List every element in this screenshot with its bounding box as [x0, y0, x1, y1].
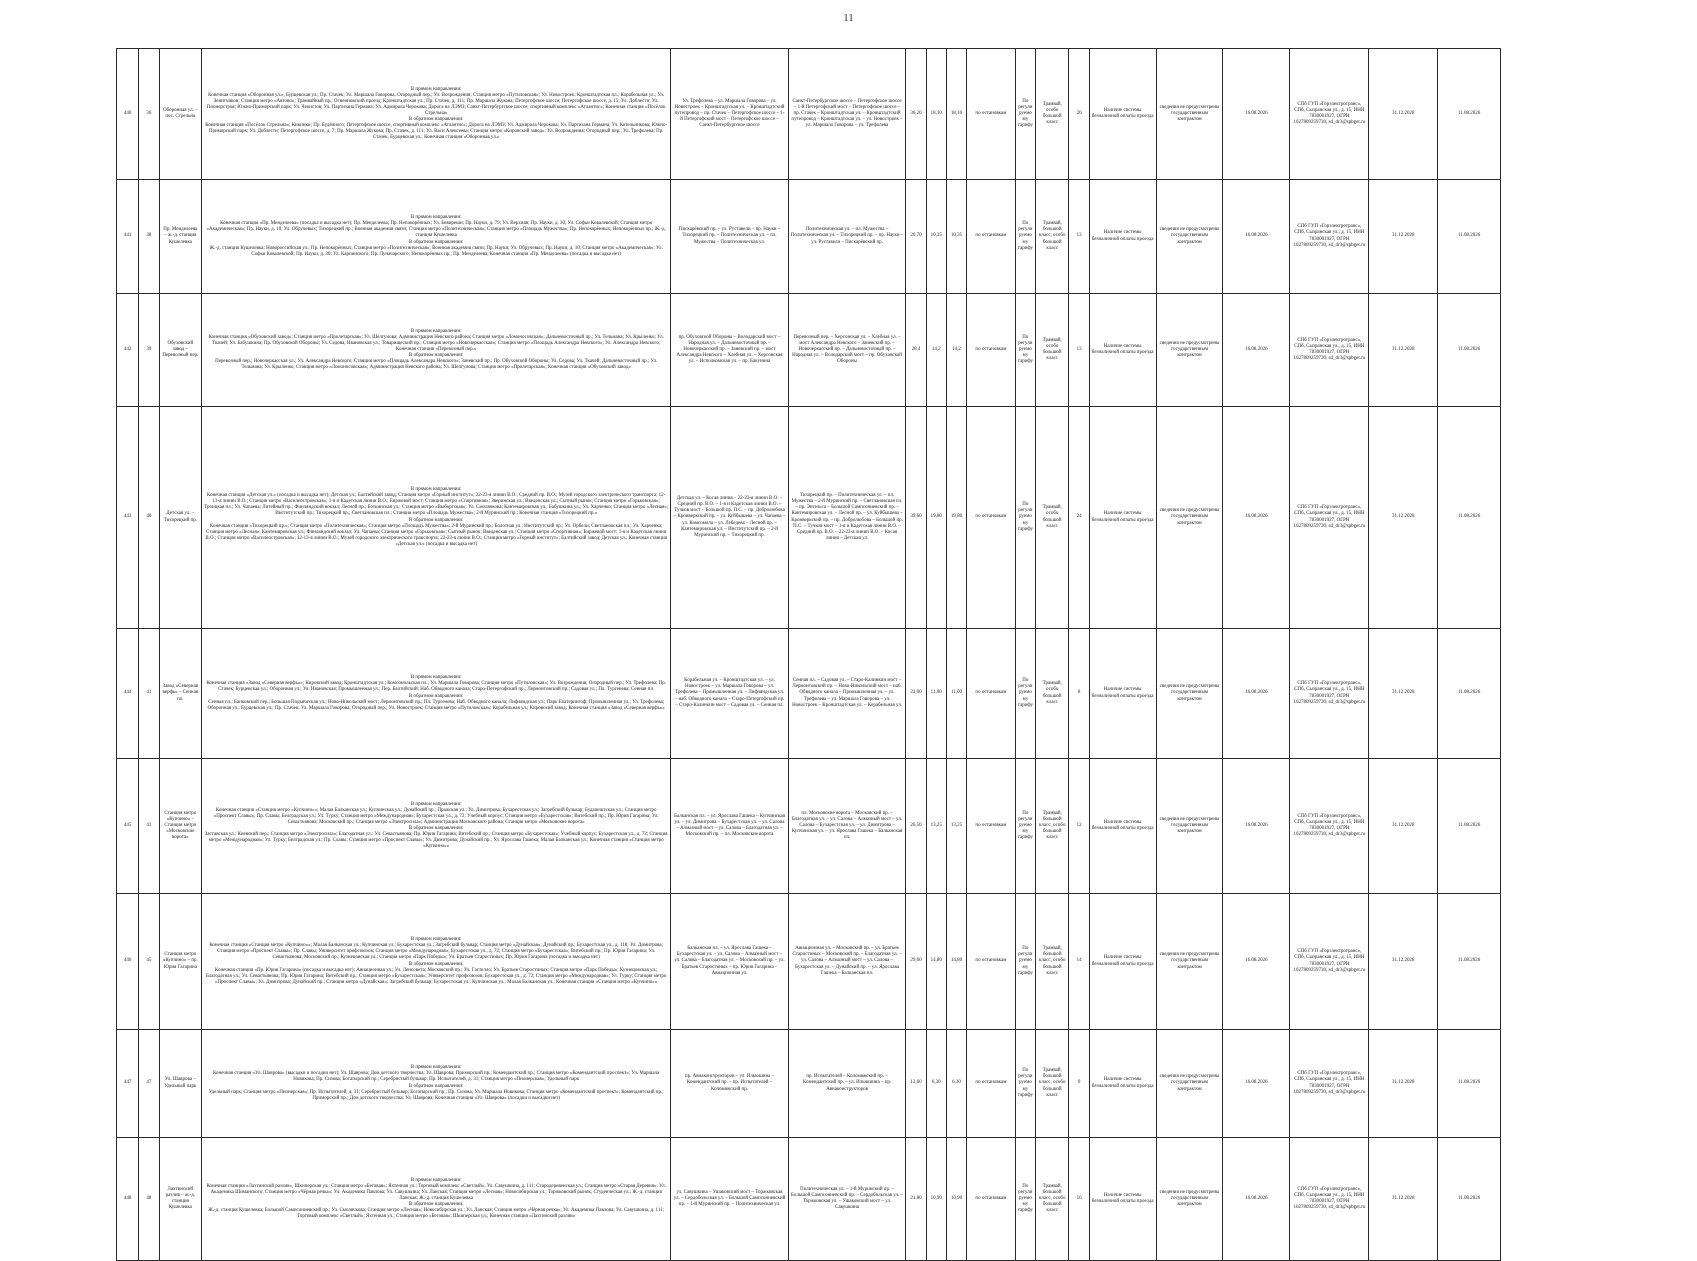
vehicle-equipment: Наличие системы безналичной оплаты проезда — [1089, 629, 1156, 759]
stops-backward: Ж.-д. станция Кушелевка; Большой Сампсониевский пр.; Ул. Смолячкова; Станция метро «Лесная»; Новосибирская ул.; Ул. Ланская; Станция метро «Чёрная речка»; Ул. Академика Павлова; Ул. Савушкина, д. 111; Торговый комплекс «Светлый»; Яхтенная ул.; Станция метро «Беговая»; Шкиперская ул.; Конечная станция «Лахтинский разлив» — [208, 1208, 665, 1220]
stops-forward: Конечная станция «Оборонная ул.», Бурцевская ул.; Пр. Стачек; Ул. Маршала Говорова; Огородный пер.; Ул. Возрождения; Станция метро «Путиловская»; Ул. Новостроек; Кронштадтская пл.; Корабельная ул.; Ул. Зенитчиков; Станция метро «Автово»; Трамвайный пр.; Огненновский проезд; Кронштадтская ул.; Пр. Стачек, д. 111; Пр. Маршала Жукова; Петергофское шоссе; Петергофское шоссе, д. 15; Ул. Доблести; Ул. Пионерстроя; Южно-Приморский парк; Ул. Чекистов; Ул. Партизана Германа; Ул. Адмирала Черокова; Дорога на ЛЭМЗ; Санкт-Петербургское шоссе; спортивный комплекс «Атлантис»; Конечная станция «Посёлок Стрельна» — [206, 92, 666, 116]
carrier-info: СПб ГУП «Горэлектротранс», СПб, Сызранская ул., д. 15, ИНН 7830001927, ОГРН 1027809259730, sd_dr3@spbget.ru — [1290, 294, 1369, 407]
start-date: 16.08.2026 — [1223, 180, 1290, 294]
stop-order: по остановкам — [967, 407, 1016, 629]
length-forward: 14,80 — [926, 894, 946, 1030]
route-number: 36 — [139, 49, 159, 180]
carrier-info: СПб ГУП «Горэлектротранс», СПб, Сызранская ул., д. 15, ИНН 7830001927, ОГРН 1027809259730, sd_dr3@spbget.ru — [1290, 759, 1369, 894]
stops-forward: Конечная станция «Детская ул.» (посадка и высадка нет); Детская ул.; Балтийский завод; Станция метро «Горный институт»; 22-23-я линии В.О.; Средний пр. В.О.; Музей городского электрического транспорта; 12-13-я линии В.О.; Станция метро «Василеостровская»; 1-я и Кадетская линии В.О.; Биржевой мост; Станция метро «Спортивная»; Зверинская ул.; Введенская ул.; Сытный рынок; Станция метро «Горьковская»; Троицкая пл.; Ул. Чапаева; Литейный пр.; Финляндский вокзал; Лесной пр.; Боткинская ул.; Станция метро «Выборгская»; Ул. Смолячкова; Кантемировская ул.; Бабушкина ул.; Ул. Харченко; Станция метро «Лесная»; Институтский пр.; Тихорецкий пр.; Светлановская пл.; Станция метро «Площадь Мужества»; 2-й Муринский пр.; Конечная станция «Тихорецкий пр.» — [204, 493, 669, 517]
length-backward: 11,00 — [946, 629, 966, 759]
stop-order: по остановкам — [967, 49, 1016, 180]
route-name: Станция метро «Купчино» – Станция метро «Московские ворота» — [159, 759, 202, 894]
direction-backward-heading: В обратном направлении: — [408, 1083, 464, 1089]
stop-order: по остановкам — [967, 180, 1016, 294]
stops-backward: Конечная станция «Посёлок Стрельна»; Кикинки; Пр. Будённого; Петергофское шоссе, спортивный комплекс «Атлантис»; Дорога на ЛЭМЗ; Ул. Адмирала Черокова; Ул. Партизана Германа; Ул. Котельникова; Южно-Приморский парк; Ул. Доблести; Петергофское шоссе, д. 7; Пр. Маршала Жукова; Пр. Стачек, д. 111; Ул. Васи Алексеева; Станция метро «Кировский завод»; Ул. Возрождения; Огородный пер.; Ул. Трефолева; Пр. Стачек, Бурцевская ул.; Конечная станция «Оборонная ул.» — [205, 123, 668, 141]
fare-type: По регулируемому тарифу — [1015, 759, 1035, 894]
end-date: 31.12.2028 — [1369, 294, 1438, 407]
vehicle-class: Трамвай, большой класс, особо большой класс — [1036, 894, 1069, 1030]
extra-date: 11.08.2026 — [1438, 294, 1501, 407]
length-backward: 18,10 — [946, 49, 966, 180]
direction-forward-heading: В прямом направлении: — [410, 1177, 462, 1183]
carrier-info: СПб ГУП «Горэлектротранс», СПб, Сызранская ул., д. 15, ИНН 7830001927, ОГРН 1027809259730, sd_dr3@spbget.ru — [1290, 407, 1369, 629]
vehicle-count: 12 — [1069, 759, 1089, 894]
row-index: 444 — [117, 629, 139, 759]
contract-note: сведения не предусмотрены государственным контрактом — [1156, 49, 1223, 180]
length-forward: 10,90 — [926, 1138, 946, 1261]
stop-order: по остановкам — [967, 759, 1016, 894]
length-total: 20,70 — [906, 180, 926, 294]
streets-backward: пл. Московские ворота – Московский пр. – Благодатная ул. – ул. Салова – Алмазный мост – ул. Салова – Бухарестская ул. – ул. Димитрова – Купчинская ул. – ул. Ярослава Гашека – Балканская пл. — [788, 759, 906, 894]
end-date: 31.12.2028 — [1369, 407, 1438, 629]
streets-forward: Балканская пл. – ул. Ярослава Гашека – Купчинская ул. – ул. Димитрова – Бухарестская ул. – ул. Салова – Алмазный мост – ул. Салова – Благодатная ул. – Московский пр. – пл. Московские ворота — [671, 759, 789, 894]
direction-forward-heading: В прямом направлении: — [410, 675, 462, 681]
length-backward: 10,35 — [946, 180, 966, 294]
carrier-info: СПб ГУП «Горэлектротранс», СПб, Сызранская ул., д. 15, ИНН 7830001927, ОГРН 1027809259730, sd_dr3@spbget.ru — [1290, 1138, 1369, 1261]
length-total: 21,80 — [906, 1138, 926, 1261]
direction-backward-heading: В обратном направлении: — [408, 517, 464, 523]
registry-body — [117, 49, 1562, 1261]
direction-forward-heading: В прямом направлении: — [410, 215, 462, 221]
length-total: 36,20 — [906, 49, 926, 180]
vehicle-equipment: Наличие системы безналичной оплаты проезда — [1089, 49, 1156, 180]
stops-backward: Сенная пл.; Банковский пер.; Большая Подьяческая ул.; Ново-Никольский мост; Лермонтовский пр.; Пл. Тургенева; Наб. Обводного канала; Лифляндская ул.; Парк Екатерингоф; Промышленная ул.; Ул. Трефолева; Оборонная ул.; Бурцевская ул.; Пр. Стачек; Ул. Маршала Говорова; Огородный пер.; Ул. Новостроек; Станция метро «Путиловская»; Корабельная ул.; Кировский завод; Конечная станция «Завод «Северная верфь»» — [207, 699, 665, 711]
length-forward: 18,10 — [926, 49, 946, 180]
end-date: 31.12.2028 — [1369, 759, 1438, 894]
route-number: 38 — [139, 180, 159, 294]
length-forward: 10,35 — [926, 180, 946, 294]
length-backward: 10,90 — [946, 1138, 966, 1261]
row-index: 440 — [117, 49, 139, 180]
route-name: Лахтинский разлив – ж.-д. станция Кушелевка — [159, 1138, 202, 1261]
route-number: 41 — [139, 629, 159, 759]
page-number: 11 — [843, 12, 854, 24]
streets-backward: Политехническая ул. – пл. Мужества – Политехническая ул. – Тихорецкий пр. – пр. Науки – ул. Руставели – Пискарёвский пр. — [788, 180, 906, 294]
streets-backward: Тихорецкий пр. – Политехническая ул. – пл. Мужества – 2-й Муринский пр. – Светлановская пл. – пр. Энгельса – Большой Сампсониевский пр. – Кантемировская ул. – Лесной пр. – ул. Куйбышева – Кронверкский пр. – пр. Добролюбова – Большой пр. П.С. – Тучков мост – 1-я и Кадетская линии В.О. – Средний пр. В.О. – 22-23-я линии В.О. – Косая линия – Детская ул. — [788, 407, 906, 629]
start-date: 16.08.2026 — [1223, 1030, 1290, 1138]
vehicle-equipment: Наличие системы безналичной оплаты проезда — [1089, 180, 1156, 294]
direction-backward-heading: В обратном направлении: — [408, 1202, 464, 1208]
fare-type: По регулируемому тарифу — [1015, 894, 1035, 1030]
stops-forward: Конечная станция «Обуховский завод»; Станция метро «Пролетарская»; Ул. Шелгунова; Администрация Невского района; Станция метро «Ломоносовская»; Дальневосточный пр.; Ул. Тельмана; Ул. Крыленко; Ул. Ткачей; Ул. Бабушкина; Пр. Обуховской Обороны; Ул. Седова; Ивановская ул.; Товарищеский пр.; Станция метро «Новочеркасская»; Станция метро «Площадь Александра Невского»; Ул. Александра Невского; Конечная станция «Перевозный пер.» — [208, 334, 664, 352]
contract-note: сведения не предусмотрены государственным контрактом — [1156, 629, 1223, 759]
stop-order: по остановкам — [967, 1030, 1016, 1138]
vehicle-class: Трамвай, большой класс, особо большой класс — [1036, 1138, 1069, 1261]
stops-forward: Конечная станция «Ул. Шаврова» (высадки и посадки нет); Ул. Шаврова; Дом детского творчества; Ул. Шаврова; Приморский пр.; Комендантский пр.; Станция метро «Комендантский проспект»; Ул. Маршала Новикова; Пр. Сизова; Богатырский пр.; Серебристый бульвар; Пр. Испытателей, д. 31; Станция метро «Пионерская»; Удельный парк — [212, 1071, 660, 1083]
stops-backward: Ж.-д. станция Кушелевка; Новороссийская ул.; Пр. Непокорённых; Станция метро «Политехническая»; Военная академия связи; Пр. Науки; Ул. Обручевых; Пр. Науки, д. 10; Станция метро «Академическая»; Ул. Софьи Ковалевской; Пр. Науки, д. 30; Ул. Карпинского; Пр. Луначарского; Непокорённых пр.; Пр. Менделеева; Конечная станция «Пр. Менделеева» (посадка и высадка нет) — [209, 245, 663, 257]
fare-type: По регулируемому тарифу — [1015, 294, 1035, 407]
direction-forward-heading: В прямом направлении: — [410, 86, 462, 92]
vehicle-count: 8 — [1069, 629, 1089, 759]
vehicle-class: Трамвай, особо большой класс — [1036, 294, 1069, 407]
start-date: 16.08.2026 — [1223, 407, 1290, 629]
end-date: 31.12.2028 — [1369, 1030, 1438, 1138]
length-total: 12,60 — [906, 1030, 926, 1138]
direction-forward-heading: В прямом направлении: — [410, 487, 462, 493]
direction-backward-heading: В обратном направлении: — [408, 353, 464, 359]
vehicle-class: Трамвай, большой класс, особо большой класс — [1036, 180, 1069, 294]
start-date: 16.08.2026 — [1223, 49, 1290, 180]
extra-date: 11.08.2026 — [1438, 1138, 1501, 1261]
fare-type: По регулируемому тарифу — [1015, 49, 1035, 180]
extra-date: 11.08.2026 — [1438, 180, 1501, 294]
streets-backward: пр. Испытателей – Коломяжский пр. – Комендантский пр. – ул. Ильюшина – пр. Авиаконструкторов — [788, 1030, 906, 1138]
fare-type: По регулируемому тарифу — [1015, 629, 1035, 759]
extra-date: 11.08.2026 — [1438, 894, 1501, 1030]
route-name: Детская ул. – Тихорецкий пр. — [159, 407, 202, 629]
end-date: 31.12.2028 — [1369, 180, 1438, 294]
contract-note: сведения не предусмотрены государственным контрактом — [1156, 294, 1223, 407]
stops-forward: Конечная станция «Станция метро «Купчино»»; Малая Балканская ул.; Купчинская ул.; Дунайский пр.; Пражская ул.; Ул. Димитрова; Бухарестская ул.; Загребский бульвар; Будапештская ул.; Станция метро «Проспект Славы»; Пр. Славы; Белградская ул.; Ул. Турку; Станция метро «Международная»; Бухарестская ул., д. 72; Учебный корпус; Станция метро «Бухарестская»; Витебский пр.; Пр. Юрия Гагарина; Ул. Севастьянова; Московский пр.; Станция метро «Электросила»; Администрация Московского района; Станция метро «Московские ворота» — [213, 807, 659, 825]
route-name: Завод «Северная верфь» – Сенная пл. — [159, 629, 202, 759]
table-row — [117, 759, 1562, 894]
fare-type: По регулируемому тарифу — [1015, 407, 1035, 629]
stops-backward: Удельный парк; Станция метро «Пионерская»; Пр. Испытателей, д. 31; Серебристый бульвар; Богатырский пр.; Пр. Сизова; Ул. Маршала Новикова; Станция метро «Комендантский проспект»; Комендантский пр.; Приморский пр.; Дом детского творчества; Ул. Шаврова; Конечная станция «Ул. Шаврова» (посадки и высадки нет) — [208, 1089, 664, 1101]
direction-backward-heading: В обратном направлении: — [408, 239, 464, 245]
start-date: 16.08.2026 — [1223, 1138, 1290, 1261]
row-index: 441 — [117, 180, 139, 294]
direction-backward-heading: В обратном направлении: — [408, 961, 464, 967]
table-row — [117, 1138, 1562, 1261]
route-number: 47 — [139, 1030, 159, 1138]
length-total: 22,00 — [906, 629, 926, 759]
contract-note: сведения не предусмотрены государственным контрактом — [1156, 1138, 1223, 1261]
length-forward: 19,80 — [926, 407, 946, 629]
streets-forward: пр. Обуховской Обороны – Володарский мост – Народная ул. – Дальневосточный пр. – Новочеркасский пр. – Заневский пр. – мост Александра Невского – Хлебная ул. – Херсонская ул. – Исполкомская ул. – пр. Бакунина — [671, 294, 789, 407]
route-name: Обуховский завод – Перевозный пер. — [159, 294, 202, 407]
direction-forward-heading: В прямом направлении: — [410, 801, 462, 807]
vehicle-count: 24 — [1069, 407, 1089, 629]
row-index: 447 — [117, 1030, 139, 1138]
stops-sequence — [202, 49, 671, 180]
vehicle-count: 13 — [1069, 180, 1089, 294]
contract-note: сведения не предусмотрены государственным контрактом — [1156, 1030, 1223, 1138]
direction-backward-heading: В обратном направлении: — [408, 693, 464, 699]
extra-date: 11.08.2026 — [1438, 629, 1501, 759]
stop-order: по остановкам — [967, 894, 1016, 1030]
stop-order: по остановкам — [967, 1138, 1016, 1261]
vehicle-class: Трамвай, большой класс, особо большой класс — [1036, 759, 1069, 894]
streets-forward: Балканская пл. – ул. Ярослава Гашека – Бухарестская ул. – ул. Салова – Алмазный мост – ул. Салова – Благодатная ул. – Московский пр. – ул. Братьев Старостиных – пр. Юрия Гагарина – Авиационная ул. — [671, 894, 789, 1030]
table-row — [117, 180, 1562, 294]
end-date: 31.12.2028 — [1369, 49, 1438, 180]
row-index: 442 — [117, 294, 139, 407]
stops-sequence — [202, 294, 671, 407]
stops-forward: Конечная станция «Лахтинский разлив», Шкиперская ул.; Станция метро «Беговая»; Яхтенная ул.; Торговый комплекс «Светлый»; Ул. Савушкина, д. 111; Стародеревенская ул.; Станция метро «Старая Деревня»; Ул. Академика Шиманского; Станция метро «Чёрная речка»; Ул. Академика Павлова; Ул. Савушкина; Ул. Ланская; Станция метро «Лесная»; Новосибирская ул.; Торжковский рынок; Студенческая ул.; Ж.-д. станция Ланская; Ж.-д. станция Кушелевка — [206, 1183, 666, 1201]
vehicle-class: Трамвай, особо большой класс — [1036, 407, 1069, 629]
streets-forward: ул. Савушкина – Ушаковский мост – Торжковская ул. – Сердобольская ул. – Большой Сампсониевский пр. – 1-й Муринский пр. – Политехническая ул. — [671, 1138, 789, 1261]
vehicle-class: Трамвай, особо большой класс — [1036, 629, 1069, 759]
route-number: 48 — [139, 1138, 159, 1261]
vehicle-count: 20 — [1069, 49, 1089, 180]
carrier-info: СПб ГУП «Горэлектротранс», СПб, Сызранская ул., д. 15, ИНН 7830001927, ОГРН 1027809259730, sd_dr3@spbget.ru — [1290, 629, 1369, 759]
streets-forward: Пискарёвский пр. – ул. Руставели – пр. Науки – Тихорецкий пр. – Политехническая ул. – пл. Мужества – Политехническая ул. — [671, 180, 789, 294]
extra-date: 11.08.2026 — [1438, 407, 1501, 629]
length-forward: 14,2 — [926, 294, 946, 407]
length-backward: 19,80 — [946, 407, 966, 629]
stops-sequence — [202, 629, 671, 759]
contract-note: сведения не предусмотрены государственным контрактом — [1156, 894, 1223, 1030]
vehicle-count: 13 — [1069, 294, 1089, 407]
stops-sequence — [202, 759, 671, 894]
route-name: Пр. Менделеева – ж.-д. станция Кушелевка — [159, 180, 202, 294]
vehicle-equipment: Наличие системы безналичной оплаты проезда — [1089, 407, 1156, 629]
stops-backward: Перевозный пер.; Новочеркасская ул.; Ул. Александра Невского; Станция метро «Площадь Александра Невского»; Заневский пр.; Пр. Обуховской Обороны; Ул. Седова; Ул. Ткачей; Дальневосточный пр.; Ул. Тельмана; Ул. Крыленко; Станция метро «Ломоносовская»; Администрация Невского района; Ул. Шелгунова; Станция метро «Пролетарская»; Конечная станция «Обуховский завод» — [215, 359, 658, 371]
fare-type: По регулируемому тарифу — [1015, 180, 1035, 294]
stops-sequence — [202, 1138, 671, 1261]
route-name: Ул. Шаврова – Удельный парк — [159, 1030, 202, 1138]
vehicle-equipment: Наличие системы безналичной оплаты проезда — [1089, 759, 1156, 894]
route-registry-table — [116, 48, 1562, 1261]
route-number: 43 — [139, 759, 159, 894]
contract-note: сведения не предусмотрены государственным контрактом — [1156, 180, 1223, 294]
row-index: 446 — [117, 894, 139, 1030]
row-index: 445 — [117, 759, 139, 894]
start-date: 16.08.2026 — [1223, 759, 1290, 894]
length-backward: 13,25 — [946, 759, 966, 894]
row-index: 448 — [117, 1138, 139, 1261]
route-number: 40 — [139, 407, 159, 629]
streets-backward: Политехническая ул. – 1-й Муринский пр. – Большой Сампсониевский пр. – Сердобольская ул. – Торжковская ул. – Ушаковский мост – ул. Савушкина — [788, 1138, 906, 1261]
table-row — [117, 49, 1562, 180]
start-date: 16.08.2026 — [1223, 629, 1290, 759]
streets-forward: Детская ул. – Косая линия – 22-23-я линии В.О. – Средний пр. В.О. – 1-я и Кадетская линии В.О. – Тучков мост – Большой пр. П.С. – пр. Добролюбова – Кронверкский пр. – ул. Куйбышева – ул. Чапаева – ул. Комсомола – ул. Лебедева – Лесной пр. – Кантемировская ул. – Институтский пр. – 2-й Муринский пр. – Тихорецкий пр. — [671, 407, 789, 629]
stop-order: по остановкам — [967, 629, 1016, 759]
stops-forward: Конечная станция «Завод «Северная верфь»»; Кировский завод; Кронштадтская ул.; Комсомольская пл.; Ул. Маршала Говорова; Станция метро «Путиловская»; Ул. Возрождения; Огородный пер.; Ул. Трефолева; Пр. Стачек; Бурцевская ул.; Оборонная ул.; Ул. Ивановская; Промышленная ул.; Пер. Балтийский; Наб. Обводного канала; Старо-Петергофский пр.; Лермонтовский пр.; Садовая ул.; Пл. Тургенева; Сенная пл. — [206, 681, 666, 693]
carrier-info: СПб ГУП «Горэлектротранс», СПб, Сызранская ул., д. 15, ИНН 7830001927, ОГРН 1027809259730, sd_dr3@spbget.ru — [1290, 49, 1369, 180]
start-date: 16.08.2026 — [1223, 894, 1290, 1030]
length-forward: 11,00 — [926, 629, 946, 759]
length-forward: 6,30 — [926, 1030, 946, 1138]
row-index: 443 — [117, 407, 139, 629]
carrier-info: СПб ГУП «Горэлектротранс», СПб, Сызранская ул., д. 15, ИНН 7830001927, ОГРН 1027809259730, sd_dr3@spbget.ru — [1290, 894, 1369, 1030]
length-backward: 6,30 — [946, 1030, 966, 1138]
streets-backward: Перевозный пер. – Херсонская ул. – Хлебная ул. – мост Александра Невского – Заневский пр. – Новочеркасский пр. – Дальневосточный пр. – Народная ул. – Володарский мост – пр. Обуховской Обороны — [788, 294, 906, 407]
table-row — [117, 294, 1562, 407]
start-date: 16.08.2026 — [1223, 294, 1290, 407]
extra-date: 11.08.2026 — [1438, 759, 1501, 894]
contract-note: сведения не предусмотрены государственным контрактом — [1156, 759, 1223, 894]
direction-backward-heading: В обратном направлении: — [408, 826, 464, 831]
table-row — [117, 894, 1562, 1030]
stops-sequence — [202, 407, 671, 629]
end-date: 31.12.2028 — [1369, 629, 1438, 759]
direction-backward-heading: В обратном направлении: — [408, 117, 464, 123]
table-row — [117, 1030, 1562, 1138]
streets-backward: Сенная пл. – Садовая ул. – Старо-Калинкин мост – Лермонтовский пр. – Ново-Никольский мост – наб. Обводного канала – Промышленная ул. – ул. Трефолева – ул. Маршала Говорова – ул. Новостроек – Кронштадтская ул. – Корабельная ул. — [788, 629, 906, 759]
length-total: 26,50 — [906, 759, 926, 894]
streets-backward: Авиационная ул. – Московский пр. – ул. Братьев Старостиных – Московский пр. – Благодатная ул. – ул. Салова – Алмазный мост – ул. Салова – Бухарестская ул. – Дунайский пр. – ул. Ярослава Гашека – Балканская пл. — [788, 894, 906, 1030]
stops-sequence — [202, 1030, 671, 1138]
vehicle-count: 14 — [1069, 894, 1089, 1030]
stops-backward: Конечная станция «Тихорецкий пр.»; Станция метро «Политехническая»; Станция метро «Площадь Мужества»; 2-й Муринский пр.; Болотная ул.; Институтский пр.; Ул. Орбели; Светлановская пл.; Ул. Харченко; Станция метро «Лесная»; Кантемировская ул.; Финляндский вокзал; Ул. Чапаева; Станция метро «Горьковская»; Сытный рынок; Введенская ул.; Станция метро «Спортивная»; Биржевой мост; 1-я и Кадетская линии В.О.; Станция метро «Василеостровская»; 12-13-я линии В.О.; Музей городского электрического транспорта; 22-23-я линии В.О.; Станция метро «Горный институт»; Балтийский завод; Детская ул.; Конечная станция «Детская ул.» (посадка и высадка нет) — [205, 523, 667, 547]
direction-forward-heading: В прямом направлении: — [410, 1065, 462, 1071]
length-total: 29,60 — [906, 894, 926, 1030]
table-row — [117, 629, 1562, 759]
extra-date: 11.08.2026 — [1438, 49, 1501, 180]
direction-forward-heading: В прямом направлении: — [410, 328, 462, 334]
fare-type: По регулируемому тарифу — [1015, 1030, 1035, 1138]
stop-order: по остановкам — [967, 294, 1016, 407]
vehicle-equipment: Наличие системы безналичной оплаты проезда — [1089, 294, 1156, 407]
vehicle-count: 9 — [1069, 1030, 1089, 1138]
length-backward: 14,80 — [946, 894, 966, 1030]
route-number: 45 — [139, 894, 159, 1030]
length-total: 28,4 — [906, 294, 926, 407]
carrier-info: СПб ГУП «Горэлектротранс», СПб, Сызранская ул., д. 15, ИНН 7830001927, ОГРН 1027809259730, sd_dr3@spbget.ru — [1290, 180, 1369, 294]
end-date: 31.12.2028 — [1369, 894, 1438, 1030]
streets-forward: пр. Авиаконструкторов – ул. Ильюшина – Комендантский пр. – пр. Испытателей – Коломяжский пр. — [671, 1030, 789, 1138]
vehicle-class: Трамвай, особо большой класс — [1036, 49, 1069, 180]
extra-date: 11.08.2026 — [1438, 1030, 1501, 1138]
vehicle-equipment: Наличие системы безналичной оплаты проезда — [1089, 1138, 1156, 1261]
vehicle-count: 16 — [1069, 1138, 1089, 1261]
route-number: 39 — [139, 294, 159, 407]
streets-forward: Ул. Трефолева – ул. Маршала Говорова – ул. Новостроек – Кронштадтская ул. – Кронштадтский путепровод – пр. Стачек – Петергофское шоссе – 1-й Петергофский мост – Петергофское шоссе – Санкт-Петербургское шоссе — [671, 49, 789, 180]
stops-sequence — [202, 894, 671, 1030]
vehicle-equipment: Наличие системы безналичной оплаты проезда — [1089, 894, 1156, 1030]
direction-forward-heading: В прямом направлении: — [410, 937, 462, 943]
stops-backward: Конечная станция «Пр. Юрия Гагарина» (посадка и высадка нет); Авиационная ул.; Ул. Ленсовета; Московский пр.; Ул. Гастелло; Ул. Братьев Старостиных; Станция метро «Парк Победы»; Кузнецовская ул.; Благодатная ул.; Ул. Севастьянова; Пр. Юрия Гагарина; Витебский пр.; Станция метро «Бухарестская»; Университет профсоюзов; Бухарестская ул., д. 72; Станция метро «Международная»; Ул. Турку; Станция метро «Проспект Славы»; Ул. Димитрова; Дунайский пр.; Станция метро «Дунайская»; Загребский бульвар; Бухарестская ул.; Купчинская ул.; Малая Балканская ул.; Конечная станция «Станция метро «Купчино»» — [205, 967, 667, 985]
fare-type: По регулируемому тарифу — [1015, 1138, 1035, 1261]
carrier-info: СПб ГУП «Горэлектротранс», СПб, Сызранская ул., д. 15, ИНН 7830001927, ОГРН 1027809259730, sd_dr3@spbget.ru — [1290, 1030, 1369, 1138]
streets-backward: Санкт-Петербургское шоссе – Петергофское шоссе – 1-й Петергофский мост – Петергофское шоссе – пр. Стачек – Кронштадтская ул. – Кронштадтский путепровод – Кронштадтская ул. – ул. Новостроек – ул. Маршала Говорова – ул. Трефолева — [788, 49, 906, 180]
stops-forward: Конечная станция «Станция метро «Купчино»»; Малая Балканская ул.; Купчинская ул.; Бухарестская ул.; Загребский бульвар; Станция метро «Дунайская»; Дунайский пр.; Бухарестская ул., д. 118; Ул. Димитрова; Станция метро «Проспект Славы»; Пр. Славы; Университет профсоюзов; Станция метро «Международная»; Бухарестская ул., д. 72; Станция метро «Бухарестская»; Витебский пр.; Пр. Юрия Гагарина; Ул. Севастьянова; Московский пр.; Кузнецовская ул.; Станция метро «Парк Победы»; Ул. Братьев Старостиных; Пр. Юрия Гагарина (посадка и высадка нет) — [209, 943, 663, 961]
stops-sequence — [202, 180, 671, 294]
vehicle-equipment: Наличие системы безналичной оплаты проезда — [1089, 1030, 1156, 1138]
end-date: 31.12.2028 — [1369, 1138, 1438, 1261]
length-total: 39,60 — [906, 407, 926, 629]
vehicle-class: Трамвай, большой класс, особо большой класс — [1036, 1030, 1069, 1138]
contract-note: сведения не предусмотрены государственным контрактом — [1156, 407, 1223, 629]
streets-forward: Корабельная ул. – Кронштадтская ул. – ул. Новостроек – ул. Маршала Говорова – ул. Трефолева – Промышленная ул. – Лифляндская ул. – наб. Обводного канала – Старо-Петергофский пр. – Старо-Калинкин мост – Садовая ул. – Сенная пл. — [671, 629, 789, 759]
table-row — [117, 407, 1562, 629]
stops-forward: Конечная станция «Пр. Менделеева» (посадка и высадка нет); Пр. Менделеева; Пр. Непокорённых; Ул. Бевиреши; Пр. Науки, д. 79; Ул. Верхняя; Пр. Науки, д. 30; Ул. Софьи Ковалевской; Станция метро «Академическая»; Пр. Науки, д. 10; Ул. Обручевых; Тихорецкий пр.; Военная академия связи; Станция метро «Политехническая»; Станция метро «Площадь Мужества»; Пр. Непокорённых; Непокорённых пр.; Ж.-д. станция Кушелевка — [206, 221, 666, 239]
stops-backward: Заставская ул.; Киевский пер.; Станция метро «Электросила»; Благодатная ул.; Ул. Севастьянова; Пр. Юрия Гагарина; Витебский пр.; Станция метро «Бухарестская»; Учебный корпус; Бухарестская ул., д. 72; Станция метро «Международная»; Ул. Турку; Белградская ул.; Пр. Славы; Станция метро «Проспект Славы»; Ул. Димитрова; Дунайский пр.; Ул. Ярослава Гашека; Малая Балканская ул.; Конечная станция «Станция метро «Купчино»» — [204, 832, 668, 850]
length-backward: 14,2 — [946, 294, 966, 407]
route-name: Оборонная ул. – пос. Стрельна — [159, 49, 202, 180]
route-name: Станция метро «Купчино» – пр. Юрия Гагарина — [159, 894, 202, 1030]
length-forward: 13,25 — [926, 759, 946, 894]
